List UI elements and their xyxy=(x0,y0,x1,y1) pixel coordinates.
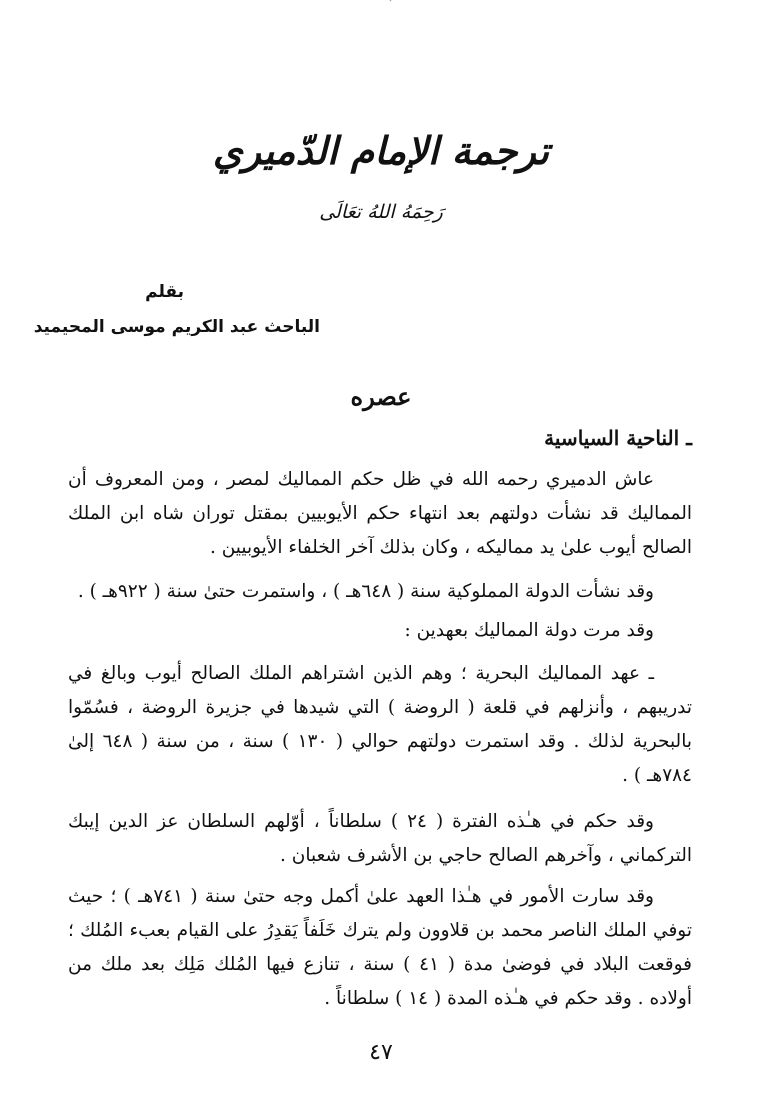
text-line: توفي الملك الناصر محمد بن قلاوون ولم يترك خَلَفاً يَقدِرُ على القيام بعبء المُلك ؛ xyxy=(68,920,692,941)
text-line: بالبحرية لذلك . وقد استمرت دولتهم حوالي ( ١٣٠ ) سنة ، من سنة ( ٦٤٨ إلىٰ xyxy=(68,731,692,752)
text-line: الصالح أيوب علىٰ يد مماليكه ، وكان بذلك آخر الخلفاء الأيوبيين . xyxy=(209,537,692,558)
paragraph xyxy=(68,614,692,648)
text-line: أولاده . وقد حكم في هـٰذه المدة ( ١٤ ) سلطاناً . xyxy=(324,988,692,1009)
paragraph xyxy=(68,575,692,609)
author-name: الباحث عبد الكريم موسى المحيميد xyxy=(33,317,320,337)
paragraph xyxy=(68,805,692,873)
subsection-title: ـ الناحية السياسية xyxy=(544,426,692,450)
page-number: ٤٧ xyxy=(369,1040,393,1065)
text-line: عاش الدميري رحمه الله في ظل حكم المماليك لمصر ، ومن المعروف أن xyxy=(68,469,654,490)
scan-mark xyxy=(389,0,411,12)
text-line: التركماني ، وآخرهم الصالح حاجي بن الأشرف شعبان . xyxy=(280,845,692,866)
text-line: تدريبهم ، وأنزلهم في قلعة ( الروضة ) التي شيدها في جزيرة الروضة ، فسُمّوا xyxy=(68,697,692,718)
paragraph xyxy=(68,657,692,793)
text-line: ٧٨٤هـ ) . xyxy=(622,765,692,786)
text-line: ـ عهد المماليك البحرية ؛ وهم الذين اشتراهم الملك الصالح أيوب وبالغ في xyxy=(68,663,654,684)
text-line: وقد سارت الأمور في هـٰذا العهد علىٰ أكمل وجه حتىٰ سنة ( ٧٤١هـ ) ؛ حيث xyxy=(68,886,654,907)
paragraph xyxy=(68,880,692,1016)
byline-label: بقلم xyxy=(145,282,184,302)
section-title: عصره xyxy=(350,382,412,411)
text-line: وقد حكم في هـٰذه الفترة ( ٢٤ ) سلطاناً ، أوّلهم السلطان عز الدين إيبك xyxy=(68,811,654,832)
text-line: وقد نشأت الدولة المملوكية سنة ( ٦٤٨هـ ) ، واستمرت حتىٰ سنة ( ٩٢٢هـ ) . xyxy=(77,581,654,602)
paragraph xyxy=(68,463,692,565)
text-line: وقد مرت دولة المماليك بعهدين : xyxy=(404,620,654,641)
text-line: فوقعت البلاد في فوضىٰ مدة ( ٤١ ) سنة ، تنازع فيها المُلك مَلِك بعد ملك من xyxy=(68,954,692,975)
page-title: ترجمة الإمام الدّميري xyxy=(212,128,550,173)
text-line: المماليك قد نشأت دولتهم بعد انتهاء حكم الأيوبيين بمقتل توران شاه ابن الملك xyxy=(68,503,692,524)
page-subtitle: رَحِمَهُ اللهُ تعَالَى xyxy=(319,201,443,223)
